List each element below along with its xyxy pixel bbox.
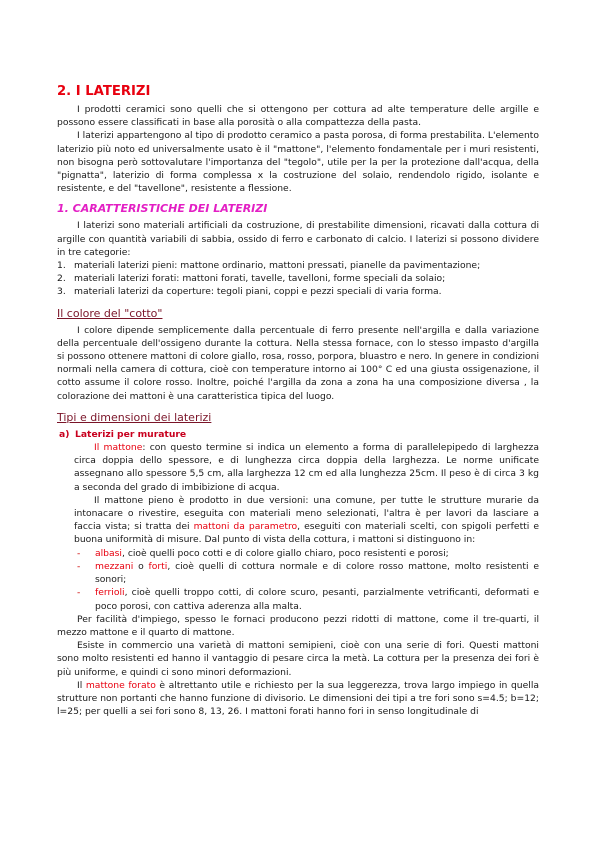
section-title-caratteristiche: 1. CARATTERISTICHE DEI LATERIZI <box>57 202 268 216</box>
murature-block <box>57 441 539 547</box>
list-item: - mezzani o forti, cioè quelli di cottura normale e di colore rosso mattone, molto resistenti e sonori; <box>77 560 539 586</box>
list-item: - ferrioli, cioè quelli troppo cotti, di colore scuro, pesanti, parzialmente vetrificanti, deformati e poco porosi, con cattiva aderenza alla malta. <box>77 587 539 612</box>
list-item: 2. materiali laterizi forati: mattoni forati, tavelle, tavelloni, forme speciali da solaio; <box>57 273 446 285</box>
paragraph-laterizi: I laterizi appartengono al tipo di prodotto ceramico a pasta porosa, di forma prestabilita. L'elemento laterizio più noto ed universalmente usato è il "mattone", l'elemento fondamentale per i muri resistenti, non bisogna però sottovalutare l'importanza del "tegolo", utile per la per la protezione dall'acqua, della "pignatta", laterizio di forma complessa x la costruzione del solaio, rendendolo rigido, isolante e resistente, e del "tavellone", resistente a flessione. <box>57 130 539 195</box>
list-item: - albasi, cioè quelli poco cotti e di colore giallo chiaro, poco resistenti e porosi; <box>77 547 449 559</box>
cottura-list <box>57 547 539 613</box>
paragraph-pezzi-ridotti: Per facilità d'impiego, spesso le fornaci producono pezzi ridotti di mattone, come il tre-quarti, il mezzo mattone e il quarto di mattone. <box>57 613 539 638</box>
list-item: 1. materiali laterizi pieni: mattone ordinario, mattoni pressati, pianelle da pavimentazione; <box>57 260 481 272</box>
paragraph-caratteristiche: I laterizi sono materiali artificiali da costruzione, di prestabilite dimensioni, ricavati dalla cottura di argille con quantità variabili di sabbia, ossido di ferro e carbonato di calcio. I laterizi si possono dividere in tre categorie: <box>57 220 539 258</box>
categories-list <box>57 259 539 299</box>
paragraph-mattone: Il mattone: con questo termine si indica un elemento a forma di parallelepipedo di larghezza circa doppia dello spessore, e di lunghezza circa doppia della larghezza. Le norme unificate assegnano allo spessore 5,5 cm, alla larghezza 12 cm ed alla lunghezza 25cm. Il peso è di circa 3 kg a seconda del grado di imbibizione di acqua. <box>74 442 539 493</box>
subsection-title-murature: a) Laterizi per murature <box>59 428 187 440</box>
paragraph-semipieni: Esiste in commercio una varietà di mattoni semipieni, cioè con una serie di fori. Questi mattoni sono molto resistenti ed hanno il vantaggio di pesare circa la metà. La cottura per la presenza dei fori è più uniforme, e quindi ci sono minori deformazioni. <box>57 640 539 678</box>
paragraph-mattone-pieno: Il mattone pieno è prodotto in due versioni: una comune, per tutte le strutture murarie da intonacare o rivestire, eseguita con materiali meno selezionati, l'altra è per lavori da lasciare a faccia vista; si tratta dei mattoni da parametro, eseguiti con materiali scelti, con spigoli perfetti e buona uniformità di misure. Dal punto di vista della cottura, i mattoni si distinguono in: <box>74 494 539 546</box>
section-title-laterizi: 2. I LATERIZI <box>57 84 151 99</box>
list-item: 3. materiali laterizi da coperture: tegoli piani, coppi e pezzi speciali di varia forma. <box>57 286 442 298</box>
section-title-colore: Il colore del "cotto" <box>57 306 163 320</box>
document-content <box>57 84 539 718</box>
paragraph-forato: Il mattone forato è altrettanto utile e richiesto per la sua leggerezza, trova largo impiego in quella strutture non portanti che hanno funzione di divisorio. Le dimensioni dei tipi a tre fori sono s=4.5; b=12; l=25; per quelli a sei fori sono 8, 13, 26. I mattoni forati hanno fori in senso longitudinale di <box>57 679 540 718</box>
paragraph-intro: I prodotti ceramici sono quelli che si ottengono per cottura ad alte temperature delle argille e possono essere classificati in base alla porosità o alla compattezza della pasta. <box>57 104 539 129</box>
section-title-tipi: Tipi e dimensioni dei laterizi <box>57 410 212 424</box>
paragraph-colore: I colore dipende semplicemente dalla percentuale di ferro presente nell'argilla e dalla variazione della percentuale dell'ossigeno durante la cottura. Nella stessa fornace, con lo stesso impasto d'argilla si possono ottenere mattoni di colore giallo, rosa, rosso, porpora, bluastro e nero. In genere in condizioni normali nella camera di cottura, cioè con temperature intorno ai 100° C ed una giusta ossigenazione, il cotto assume il colore rosso. Inoltre, poiché l'argilla da zona a zona ha una composizione diversa , la colorazione dei mattoni è una caratteristica tipica del luogo. <box>57 324 539 402</box>
